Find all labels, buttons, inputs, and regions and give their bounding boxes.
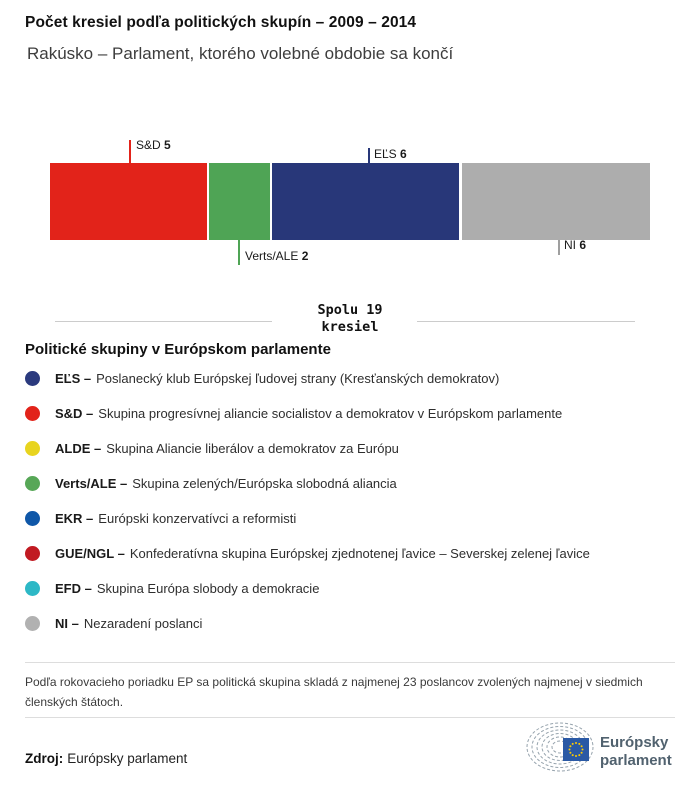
bar-segment-ni bbox=[462, 163, 650, 240]
legend-abbr: GUE/NGL – bbox=[55, 545, 125, 561]
page-subtitle: Rakúsko – Parlament, ktorého volebné obdobie sa končí bbox=[27, 44, 454, 63]
legend-abbr: EKR – bbox=[55, 510, 94, 526]
legend-item-text bbox=[55, 616, 202, 631]
logo-wordmark bbox=[600, 734, 672, 769]
callout-ni-group: NI bbox=[564, 238, 576, 252]
page-title: Počet kresiel podľa politických skupín – 2009 – 2014 bbox=[25, 14, 417, 31]
gue-color-dot-icon bbox=[25, 546, 40, 561]
callout-sd-seats: 5 bbox=[164, 138, 171, 152]
footer-divider-top bbox=[25, 662, 675, 663]
source-value: Európsky parlament bbox=[67, 751, 188, 766]
source-line bbox=[25, 751, 187, 766]
bar-segment-sd bbox=[50, 163, 207, 240]
total-seats-line1: Spolu 19 bbox=[317, 302, 383, 318]
legend-abbr: NI – bbox=[55, 615, 79, 631]
legend-item-ni bbox=[25, 615, 685, 631]
legend-desc: Skupina Aliancie liberálov a demokratov za Európu bbox=[106, 440, 399, 456]
legend-item-ekr bbox=[25, 510, 685, 526]
callout-tick-els bbox=[368, 148, 370, 163]
legend-abbr: Verts/ALE – bbox=[55, 475, 128, 491]
legend-item-text bbox=[55, 441, 399, 456]
callout-sd-group: S&D bbox=[136, 138, 161, 152]
ekr-color-dot-icon bbox=[25, 511, 40, 526]
legend-item-verts bbox=[25, 475, 685, 491]
callout-els-seats: 6 bbox=[400, 147, 407, 161]
legend-desc: Skupina zelených/Európska slobodná aliancia bbox=[132, 475, 397, 491]
legend-abbr: EFD – bbox=[55, 580, 92, 596]
verts-color-dot-icon bbox=[25, 476, 40, 491]
legend-desc: Poslanecký klub Európskej ľudovej strany (Kresťanských demokratov) bbox=[96, 370, 500, 386]
total-seats-line2: kresiel bbox=[321, 319, 379, 335]
callout-tick-ni bbox=[558, 240, 560, 255]
legend-desc: Skupina Európa slobody a demokracie bbox=[96, 580, 320, 596]
legend-item-text bbox=[55, 581, 319, 596]
legend-item-efd bbox=[25, 580, 685, 596]
eu-flag-icon bbox=[563, 738, 589, 761]
efd-color-dot-icon bbox=[25, 581, 40, 596]
legend-desc: Konfederatívna skupina Európskej zjednotenej ľavice – Severskej zelenej ľavice bbox=[129, 545, 590, 561]
callout-label-ni bbox=[564, 238, 586, 252]
callout-label-els bbox=[374, 147, 407, 161]
source-label: Zdroj: bbox=[25, 751, 64, 766]
ni-color-dot-icon bbox=[25, 616, 40, 631]
total-seats bbox=[280, 302, 420, 336]
footer-divider-bottom bbox=[25, 717, 675, 718]
legend-item-text bbox=[55, 476, 397, 491]
callout-ni-seats: 6 bbox=[579, 238, 587, 252]
legend-abbr: EĽS – bbox=[55, 370, 92, 386]
legend-item-gue bbox=[25, 545, 685, 561]
alde-color-dot-icon bbox=[25, 441, 40, 456]
legend-item-text bbox=[55, 406, 562, 421]
footnote: Podľa rokovacieho poriadku EP sa politická skupina skladá z najmenej 23 poslancov zvolených najmenej v siedmich členských štátoch. bbox=[25, 675, 643, 709]
legend-abbr: ALDE – bbox=[55, 440, 102, 456]
callout-label-verts bbox=[245, 249, 308, 263]
legend-desc: Európski konzervatívci a reformisti bbox=[98, 510, 297, 526]
legend-heading: Politické skupiny v Európskom parlamente bbox=[25, 341, 331, 358]
legend-desc: Skupina progresívnej aliancie socialistov a demokratov v Európskom parlamente bbox=[98, 405, 563, 421]
legend-desc: Nezaradení poslanci bbox=[83, 615, 203, 631]
logo-word-2: parlament bbox=[600, 751, 672, 769]
legend-item-sd bbox=[25, 405, 685, 421]
callout-tick-verts bbox=[238, 240, 240, 265]
legend-list bbox=[25, 370, 685, 650]
logo-word-1: Európsky bbox=[600, 734, 669, 751]
legend-item-alde bbox=[25, 440, 685, 456]
callout-verts-group: Verts/ALE bbox=[245, 249, 299, 263]
total-divider-right bbox=[417, 321, 635, 322]
bar-segment-els bbox=[272, 163, 459, 240]
bar-segment-verts bbox=[209, 163, 270, 240]
legend-item-text bbox=[55, 511, 296, 526]
legend-item-text bbox=[55, 371, 499, 386]
callout-tick-sd bbox=[129, 140, 131, 163]
els-color-dot-icon bbox=[25, 371, 40, 386]
callout-els-group: EĽS bbox=[374, 147, 397, 161]
legend-abbr: S&D – bbox=[55, 405, 94, 421]
european-parliament-logo-icon bbox=[526, 721, 596, 775]
callout-label-sd bbox=[136, 138, 171, 152]
legend-item-text bbox=[55, 546, 590, 561]
legend-item-els bbox=[25, 370, 685, 386]
callout-verts-seats: 2 bbox=[301, 249, 309, 263]
total-divider-left bbox=[55, 321, 272, 322]
sd-color-dot-icon bbox=[25, 406, 40, 421]
